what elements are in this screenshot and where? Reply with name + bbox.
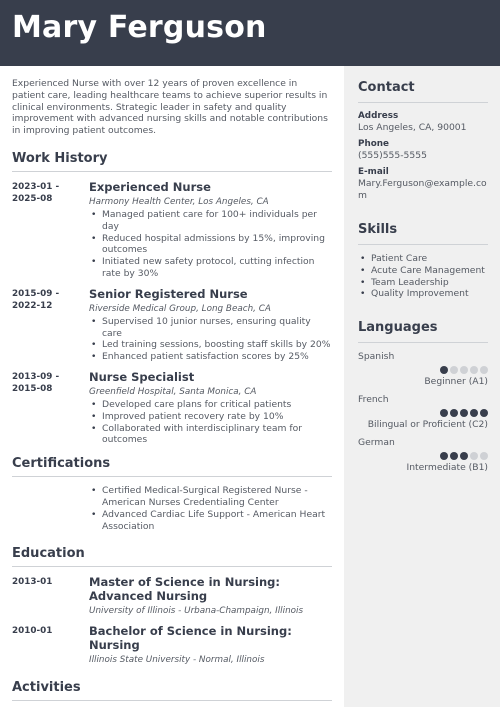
school-name: Illinois State University - Normal, Illinois: [89, 655, 265, 666]
language-level: Beginner (A1): [424, 376, 488, 388]
job-bullet: • Managed patient care for 100+ individuals per day: [89, 209, 332, 233]
job-bullet: • Led training sessions, boosting staff skills by 20%: [89, 339, 332, 351]
rating-dot: [450, 409, 458, 417]
language-name: French: [358, 394, 389, 406]
job-bullets: [89, 399, 332, 446]
summary-text: Experienced Nurse with over 12 years of proven excellence in patient care, leading healthcare teams to achieve superior results in clinical environments. Strategic leader in safety and quality improvement with advanced nursing skills and notable contributions in improving patient outcomes.: [12, 78, 328, 137]
job-dates: 2023-01 - 2025-08: [12, 181, 60, 204]
education-date: 2013-01: [12, 577, 53, 588]
school-name: University of Illinois - Urbana-Champaign, Illinois: [89, 606, 304, 617]
job-entry: [12, 180, 332, 280]
rating-dot: [460, 452, 468, 460]
certifications-list: [89, 485, 332, 532]
address-label: Address: [358, 111, 399, 121]
job-dates: 2013-09 - 2015-08: [12, 371, 60, 394]
certification-item: • Certified Medical-Surgical Registered Nurse - American Nurses Credentialing Center: [89, 485, 332, 509]
education-list: [12, 575, 332, 666]
languages-list: [358, 351, 488, 474]
work-history-heading: Work History: [12, 151, 332, 172]
degree-title: Master of Science in Nursing: Advanced Nursing: [89, 575, 280, 604]
job-bullet: • Collaborated with interdisciplinary team for outcomes: [89, 423, 332, 447]
rating-dot: [440, 366, 448, 374]
skill-item: • Patient Care: [358, 253, 488, 265]
job-entry: [12, 287, 332, 363]
rating-dot: [480, 452, 488, 460]
candidate-name: Mary Ferguson: [12, 10, 267, 45]
email-value[interactable]: Mary.Ferguson@example.com: [358, 178, 487, 201]
job-title: Nurse Specialist: [89, 369, 195, 384]
job-bullet: • Reduced hospital admissions by 15%, improving outcomes: [89, 233, 332, 257]
job-employer: Riverside Medical Group, Long Beach, CA: [89, 303, 271, 314]
rating-dot: [460, 366, 468, 374]
languages-heading: Languages: [358, 320, 488, 343]
phone-label: Phone: [358, 139, 389, 149]
language-rating: [358, 366, 488, 374]
language-name: Spanish: [358, 351, 395, 363]
rating-dot: [440, 409, 448, 417]
job-employer: Greenfield Hospital, Santa Monica, CA: [89, 386, 257, 397]
skill-item: • Quality Improvement: [358, 288, 488, 300]
certification-item: • Advanced Cardiac Life Support - American Heart Association: [89, 509, 332, 533]
education-entry: [12, 575, 332, 617]
job-body: [89, 287, 332, 363]
language-rating: [358, 409, 488, 417]
rating-dot: [450, 366, 458, 374]
education-body: [89, 624, 332, 666]
job-bullets: [89, 209, 332, 280]
education-entry: [12, 624, 332, 666]
job-title: Experienced Nurse: [89, 179, 211, 194]
language-rating: [358, 452, 488, 460]
rating-dot: [480, 366, 488, 374]
sidebar-content: [358, 80, 488, 480]
certifications-heading: Certifications: [12, 456, 332, 477]
contact-heading: Contact: [358, 80, 488, 103]
resume-header: [0, 0, 500, 66]
skills-heading: Skills: [358, 222, 488, 245]
language-name: German: [358, 437, 395, 449]
work-history-list: [12, 180, 332, 446]
skills-list: [358, 253, 488, 300]
education-heading: Education: [12, 546, 332, 567]
language-level: Bilingual or Proficient (C2): [367, 419, 488, 431]
phone-value: (555)555-5555: [358, 150, 427, 161]
address-value: Los Angeles, CA, 90001: [358, 122, 467, 133]
job-bullet: • Supervised 10 junior nurses, ensuring quality care: [89, 316, 332, 340]
rating-dot: [470, 452, 478, 460]
email-label: E-mail: [358, 167, 389, 177]
job-bullet: • Initiated new safety protocol, cutting infection rate by 30%: [89, 256, 332, 280]
rating-dot: [460, 409, 468, 417]
degree-title: Bachelor of Science in Nursing: Nursing: [89, 624, 292, 653]
rating-dot: [470, 366, 478, 374]
job-dates: 2015-09 - 2022-12: [12, 288, 60, 311]
rating-dot: [450, 452, 458, 460]
skill-item: • Acute Care Management: [358, 265, 488, 277]
education-date: 2010-01: [12, 626, 53, 637]
job-title: Senior Registered Nurse: [89, 286, 248, 301]
rating-dot: [440, 452, 448, 460]
job-bullet: • Enhanced patient satisfaction scores by 25%: [89, 351, 332, 363]
language-level: Intermediate (B1): [406, 462, 488, 474]
rating-dot: [480, 409, 488, 417]
job-entry: [12, 370, 332, 446]
job-body: [89, 370, 332, 446]
main-column: [12, 78, 332, 707]
job-employer: Harmony Health Center, Los Angeles, CA: [89, 196, 269, 207]
job-bullet: • Improved patient recovery rate by 10%: [89, 411, 332, 423]
job-bullet: • Developed care plans for critical patients: [89, 399, 332, 411]
skill-item: • Team Leadership: [358, 277, 488, 289]
job-body: [89, 180, 332, 280]
rating-dot: [470, 409, 478, 417]
job-bullets: [89, 316, 332, 363]
activities-heading: Activities: [12, 680, 332, 701]
education-body: [89, 575, 332, 617]
